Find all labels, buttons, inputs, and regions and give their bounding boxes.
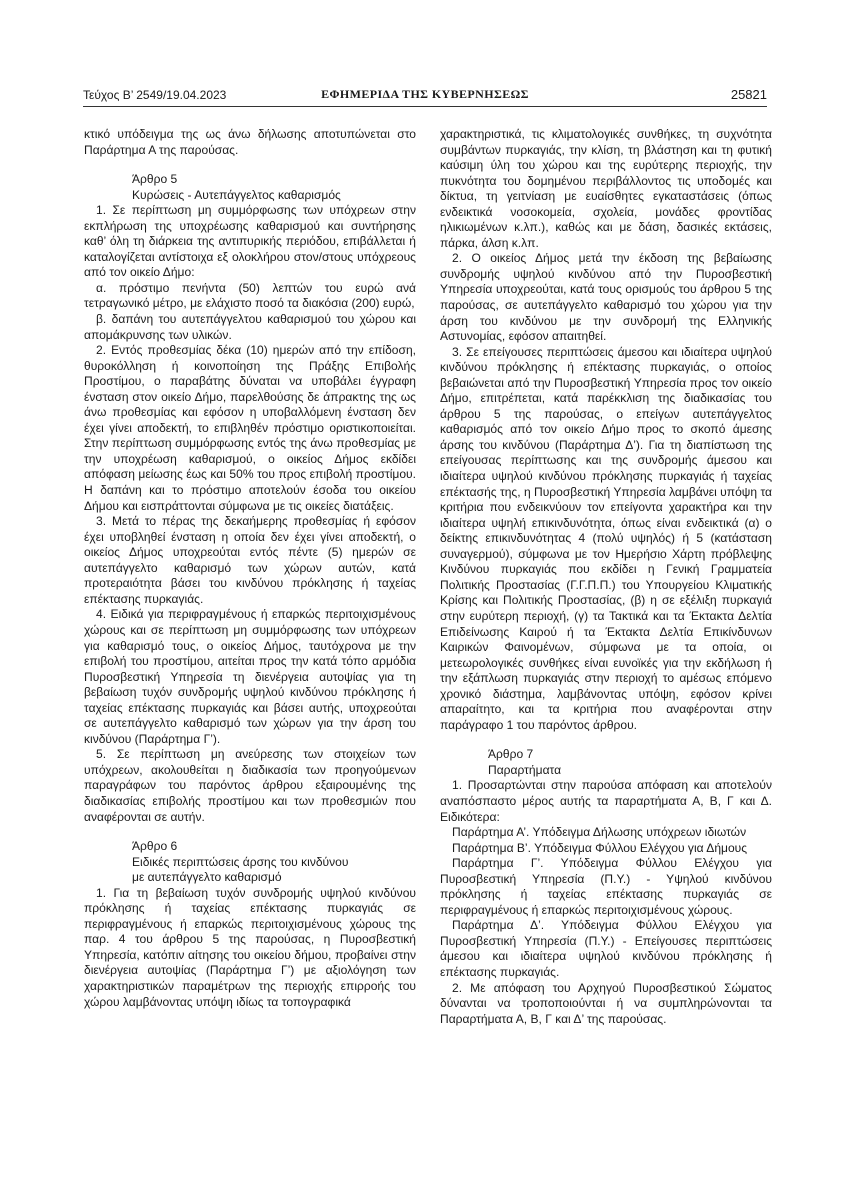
- paragraph: 2. Ο οικείος Δήμος μετά την έκδοση της βεβαίωσης συνδρομής υψηλού κινδύνου από την Πυροσβεστική Υπηρεσία υποχρεούται, κατά τους ορισμούς του άρθρου 5 της παρούσας, σε αυτεπάγγελτο καθαρισμό του χώρου για την άρση του κινδύνου με την συνδρομή της Ελληνικής Αστυνομίας, εφόσον απαιτηθεί.: [440, 251, 772, 344]
- right-column: [440, 127, 772, 1027]
- paragraph: α. πρόστιμο πενήντα (50) λεπτών του ευρώ ανά τετραγωνικό μέτρο, με ελάχιστο ποσό τα διακόσια (200) ευρώ,: [84, 280, 416, 311]
- article-5-title: Κυρώσεις - Αυτεπάγγελτος καθαρισμός: [132, 187, 341, 202]
- gazette-title: ΕΦΗΜΕΡΙΔΑ ΤΗΣ ΚΥΒΕΡΝΗΣΕΩΣ: [321, 87, 529, 101]
- paragraph: 3. Μετά το πέρας της δεκαήμερης προθεσμίας ή εφόσον έχει υποβληθεί ένσταση η οποία δεν έχει γίνει αποδεκτή, ο οικείος Δήμος υποχρεούται εντός πέντε (5) ημερών σε αυτεπάγγελτο καθαρισμό των χώρων αυτών, κατά προτεραιότητα βάσει του κινδύνου πρόκλησης ή ταχείας επέκτασης πυρκαγιάς.: [84, 514, 416, 606]
- annex-d-item: Παράρτημα Δ’. Υπόδειγμα Φύλλου Ελέγχου για Πυροσβεστική Υπηρεσία (Π.Υ.) - Επείγουσες περιπτώσεις άμεσου και ιδιαίτερα υψηλού κινδύνου πρόκλησης ή επέκτασης πυρκαγιάς.: [440, 918, 772, 979]
- paragraph: 5. Σε περίπτωση μη ανεύρεσης των στοιχείων των υπόχρεων, ακολουθείται η διαδικασία των προηγούμενων παραγράφων του παρόντος άρθρου εξαιρουμένης της διαδικασίας επιβολής προστίμου και των προθεσμιών που αναφέρονται σε αυτήν.: [84, 747, 416, 824]
- article-5-number: Άρθρο 5: [132, 172, 178, 187]
- paragraph: 1. Σε περίπτωση μη συμμόρφωσης των υπόχρεων στην εκπλήρωση της υποχρέωσης καθαρισμού και συντήρησης καθ’ όλη τη διάρκεια της αντιπυρικής περιόδου, επιβάλλεται ή καταλογίζεται αντίστοιχα εξ ολοκλήρου στον/στους υπόχρεους από τον οικείο Δήμο:: [84, 203, 416, 280]
- article-7-title: Παραρτήματα: [488, 762, 562, 777]
- annex-a-item: Παράρτημα Α’. Υπόδειγμα Δήλωσης υπόχρεων ιδιωτών: [452, 825, 747, 840]
- paragraph: 1. Προσαρτώνται στην παρούσα απόφαση και αποτελούν αναπόσπαστο μέρος αυτής τα παραρτήματα Α, Β, Γ και Δ. Ειδικότερα:: [440, 778, 772, 824]
- issue-number: Τεύχος Β’ 2549/19.04.2023: [83, 88, 227, 102]
- article-6-title-line2: με αυτεπάγγελτο καθαρισμό: [132, 870, 282, 885]
- paragraph: 2. Με απόφαση του Αρχηγού Πυροσβεστικού Σώματος δύνανται να τροποποιούνται ή να συμπληρώνονται τα Παραρτήματα Α, Β, Γ και Δ’ της παρούσας.: [440, 980, 772, 1026]
- page-header: [83, 84, 767, 107]
- article-6-number: Άρθρο 6: [132, 839, 178, 854]
- article-7-number: Άρθρο 7: [488, 747, 534, 762]
- paragraph: 1. Για τη βεβαίωση τυχόν συνδρομής υψηλού κινδύνου πρόκλησης ή ταχείας επέκτασης πυρκαγιάς σε περιφραγμένους ή επαρκώς περιτοιχισμένους χώρους της παρ. 4 του άρθρου 5 της παρούσας, η Πυροσβεστική Υπηρεσία, κατόπιν αίτησης του οικείου δήμου, προβαίνει στην διενέργεια αυτοψίας (Παράρτημα Γ’) με αξιολόγηση των χαρακτηριστικών παραμέτρων της περιοχής επιρροής του χώρου λαμβάνοντας υπόψη ιδίως τα τοπογραφικά: [84, 885, 416, 1009]
- paragraph: κτικό υπόδειγμα της ως άνω δήλωσης αποτυπώνεται στο Παράρτημα Α της παρούσας.: [84, 127, 416, 157]
- article-6-title-line1: Ειδικές περιπτώσεις άρσης του κινδύνου: [132, 854, 349, 869]
- left-column: [84, 127, 416, 1010]
- annex-c-item: Παράρτημα Γ’. Υπόδειγμα Φύλλου Ελέγχου για Πυροσβεστική Υπηρεσία (Π.Υ.) - Υψηλού κινδύνου πρόκλησης ή ταχείας επέκτασης πυρκαγιάς σε περιφραγμένους ή επαρκώς περιτοιχισμένους χώρους.: [440, 856, 772, 917]
- paragraph: β. δαπάνη του αυτεπάγγελτου καθαρισμού του χώρου και απομάκρυνσης των υλικών.: [84, 312, 416, 342]
- page-number: 25821: [730, 87, 767, 102]
- paragraph: 3. Σε επείγουσες περιπτώσεις άμεσου και ιδιαίτερα υψηλού κινδύνου πρόκλησης ή επέκτασης πυρκαγιάς, ο οποίος βεβαιώνεται από την Πυροσβεστική Υπηρεσία προς τον οικείο Δήμο, επιτρέπεται, κατά παρέκκλιση της διαδικασίας του άρθρου 5 της παρούσας, ο επείγων αυτεπάγγελτος καθαρισμός από τον οικείο Δήμο προς το σκοπό άμεσης άρσης του κινδύνου (Παράρτημα Δ’). Για τη διαπίστωση της επείγουσας περίπτωσης και της συνδρομής άμεσου και ιδιαίτερα υψηλού κινδύνου πρόκλησης πυρκαγιάς ή ταχείας επέκτασής της, η Πυροσβεστική Υπηρεσία λαμβάνει υπόψη τα κριτήρια που ενδεικνύουν τον επείγοντα χαρακτήρα και την ιδιαίτερα υψηλή επικινδυνότητα, όπως είναι ενδεικτικά (α) ο δείκτης επικινδυνότητας 4 (πολύ υψηλός) ή 5 (κατάσταση συναγερμού), σύμφωνα με τον Ημερήσιο Χάρτη πρόβλεψης Κινδύνου πυρκαγιάς που εκδίδει η Γενική Γραμματεία Πολιτικής Προστασίας (Γ.Γ.Π.Π.) του Υπουργείου Κλιματικής Κρίσης και Πολιτικής Προστασίας, (β) η σε εξέλιξη πυρκαγιά στην ευρύτερη περιοχή, (γ) τα Τακτικά και τα Έκτακτα Δελτία Επιδείνωσης Καιρού ή τα Έκτακτα Δελτία Επικίνδυνων Καιρικών Φαινομένων, σύμφωνα με τα οποία, οι μετεωρολογικές συνθήκες είναι ευνοϊκές για την εκδήλωση ή την εξάπλωση πυρκαγιάς στην περιοχή το αμέσως επόμενο χρονικό διάστημα, λαμβάνοντας υπόψη, εφόσον κρίνει απαραίτητο, και τα κριτήρια που αναφέρονται στην παράγραφο 1 του παρόντος άρθρου.: [440, 344, 772, 732]
- paragraph: 2. Εντός προθεσμίας δέκα (10) ημερών από την επίδοση, θυροκόλληση ή κοινοποίηση της Πράξης Επιβολής Προστίμου, ο παραβάτης δύναται να υποβάλει έγγραφη ένσταση στον οικείο Δήμο, παρελθούσης δε άπρακτης της ως άνω προθεσμίας και εφόσον η υποβαλλόμενη ένσταση δεν έχει γίνει αποδεκτή, το επιβληθέν πρόστιμο οριστικοποιείται. Στην περίπτωση συμμόρφωσης εντός της άνω προθεσμίας με την υποχρέωση καθαρισμού, ο οικείος Δήμος εκδίδει απόφαση μείωσης έως και 50% του προς επιβολή προστίμου. Η δαπάνη και το πρόστιμο αποτελούν έσοδα του οικείου Δήμου και εισπράττονται σύμφωνα με τις οικείες διατάξεις.: [84, 343, 416, 513]
- paragraph: 4. Ειδικά για περιφραγμένους ή επαρκώς περιτοιχισμένους χώρους και σε περίπτωση μη συμμόρφωσης των υπόχρεων για καθαρισμό τους, ο οικείος Δήμος, ταυτόχρονα με την επιβολή του προστίμου, αιτείται προς την κατά τόπο αρμόδια Πυροσβεστική Υπηρεσία τη διενέργεια αυτοψίας για τη βεβαίωση τυχόν συνδρομής υψηλού κινδύνου πρόκλησης ή ταχείας επέκτασης πυρκαγιάς και βάσει αυτής, υποχρεούται σε αυτεπάγγελτο καθαρισμό των χώρων για την άρση του κινδύνου (Παράρτημα Γ’).: [84, 607, 416, 746]
- paragraph: χαρακτηριστικά, τις κλιματολογικές συνθήκες, τη συχνότητα συμβάντων πυρκαγιάς, την κλίση, τη βλάστηση και τη φυτική καύσιμη ύλη του χώρου και της ευρύτερης περιοχής, την πυκνότητα του δομημένου περιβάλλοντος τις υποδομές και δίκτυα, τη γειτνίαση με ευαίσθητες εγκαταστάσεις (όπως ενδεικτικά νοσοκομεία, σχολεία, μονάδες φροντίδας ηλικιωμένων κ.λπ.), καθώς και με δάση, δασικές εκτάσεις, πάρκα, άλση κ.λπ.: [440, 127, 772, 250]
- annex-b-item: Παράρτημα Β’. Υπόδειγμα Φύλλου Ελέγχου για Δήμους: [452, 840, 748, 855]
